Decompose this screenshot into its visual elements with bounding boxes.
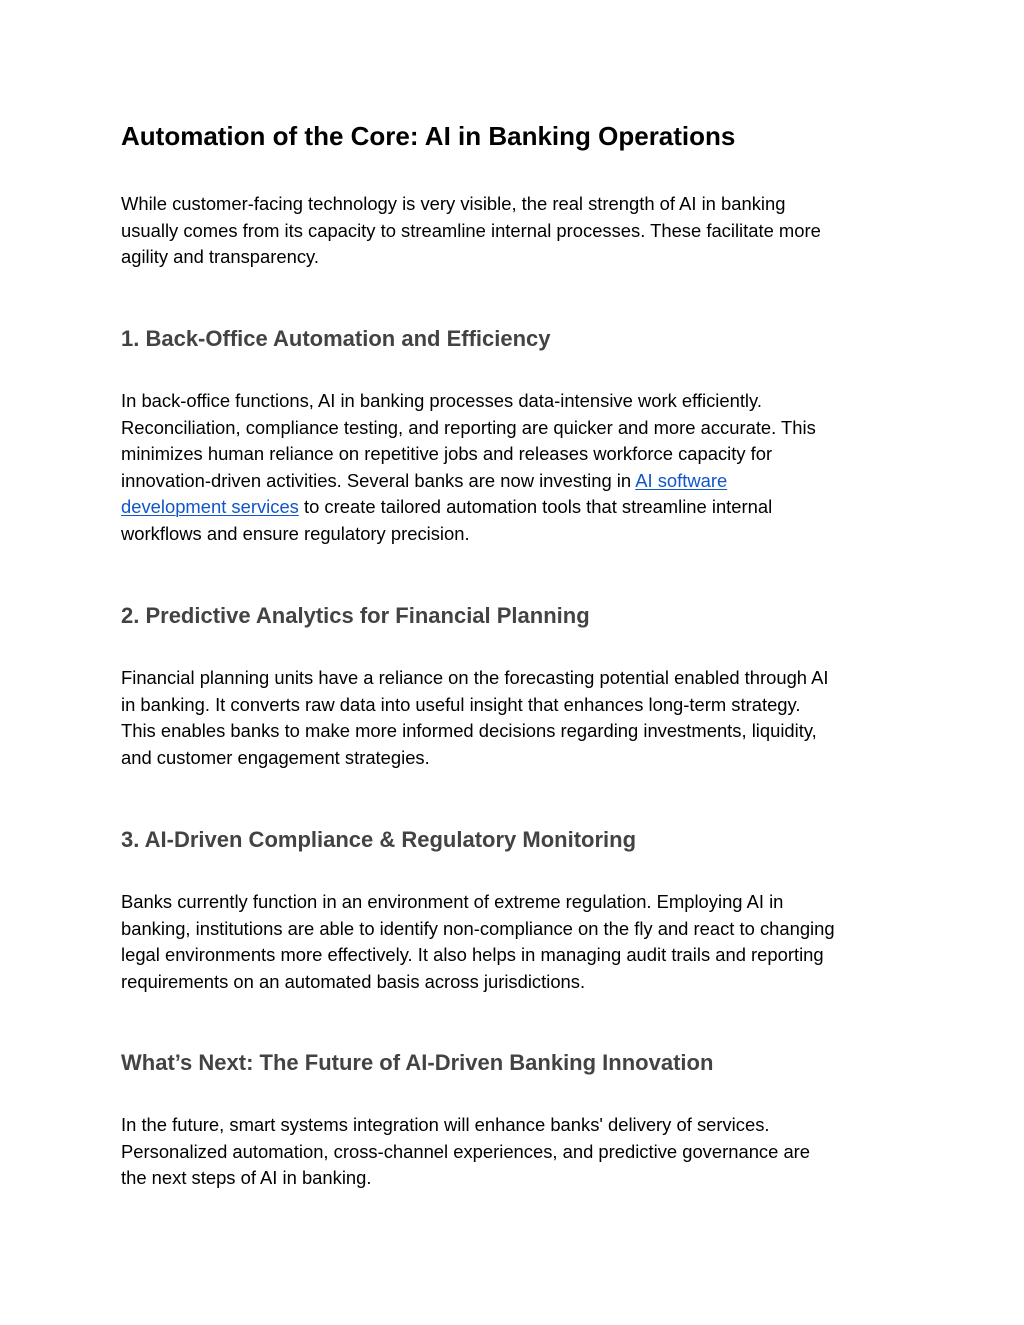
compliance-paragraph bbox=[121, 889, 911, 995]
paragraph-line: usually comes from its capacity to streamline internal processes. These facilitate more bbox=[121, 219, 821, 241]
predictive-analytics-paragraph bbox=[121, 665, 911, 771]
paragraph-text: to create tailored automation tools that streamline internal bbox=[298, 496, 773, 518]
paragraph-line: In the future, smart systems integration will enhance banks' delivery of services. bbox=[121, 1114, 770, 1135]
paragraph-line: agility and transparency. bbox=[121, 246, 319, 268]
back-office-paragraph bbox=[121, 388, 911, 548]
paragraph-line: banking, institutions are able to identify non-compliance on the fly and react to changing bbox=[121, 917, 835, 939]
paragraph-line: Financial planning units have a reliance on the forecasting potential enabled through AI bbox=[121, 667, 829, 688]
paragraph-line: In back-office functions, AI in banking processes data-intensive work efficiently. bbox=[121, 390, 762, 411]
paragraph-line: While customer-facing technology is very visible, the real strength of AI in banking bbox=[121, 193, 786, 214]
paragraph-line: Reconciliation, compliance testing, and reporting are quicker and more accurate. This bbox=[121, 416, 816, 438]
paragraph-text: innovation-driven activities. Several banks are now investing in bbox=[121, 469, 636, 491]
paragraph-line: the next steps of AI in banking. bbox=[121, 1167, 372, 1189]
whats-next-paragraph bbox=[121, 1112, 911, 1192]
paragraph-line bbox=[121, 494, 911, 521]
paragraph-line: requirements on an automated basis across jurisdictions. bbox=[121, 970, 586, 992]
paragraph-line: minimizes human reliance on repetitive jobs and releases workforce capacity for bbox=[121, 443, 773, 465]
paragraph-line: Personalized automation, cross-channel experiences, and predictive governance are bbox=[121, 1140, 811, 1162]
ai-software-link[interactable]: AI software bbox=[635, 469, 728, 491]
section-heading-whats-next: What’s Next: The Future of AI-Driven Banking Innovation bbox=[121, 1050, 714, 1075]
section-heading-predictive-analytics: 2. Predictive Analytics for Financial Planning bbox=[121, 603, 590, 628]
paragraph-line: and customer engagement strategies. bbox=[121, 746, 430, 768]
development-services-link[interactable]: development services bbox=[121, 496, 299, 518]
intro-paragraph bbox=[121, 191, 911, 271]
paragraph-line: legal environments more effectively. It also helps in managing audit trails and reporting bbox=[121, 944, 824, 966]
section-heading-compliance: 3. AI-Driven Compliance & Regulatory Monitoring bbox=[121, 827, 637, 852]
paragraph-line: in banking. It converts raw data into useful insight that enhances long-term strategy. bbox=[121, 693, 801, 715]
paragraph-line: workflows and ensure regulatory precision. bbox=[121, 522, 470, 544]
paragraph-line: This enables banks to make more informed decisions regarding investments, liquidity, bbox=[121, 720, 817, 742]
paragraph-line bbox=[121, 468, 911, 495]
section-heading-back-office: 1. Back-Office Automation and Efficiency bbox=[121, 326, 551, 351]
page-title: Automation of the Core: AI in Banking Operations bbox=[121, 121, 736, 151]
paragraph-line: Banks currently function in an environment of extreme regulation. Employing AI in bbox=[121, 891, 784, 912]
